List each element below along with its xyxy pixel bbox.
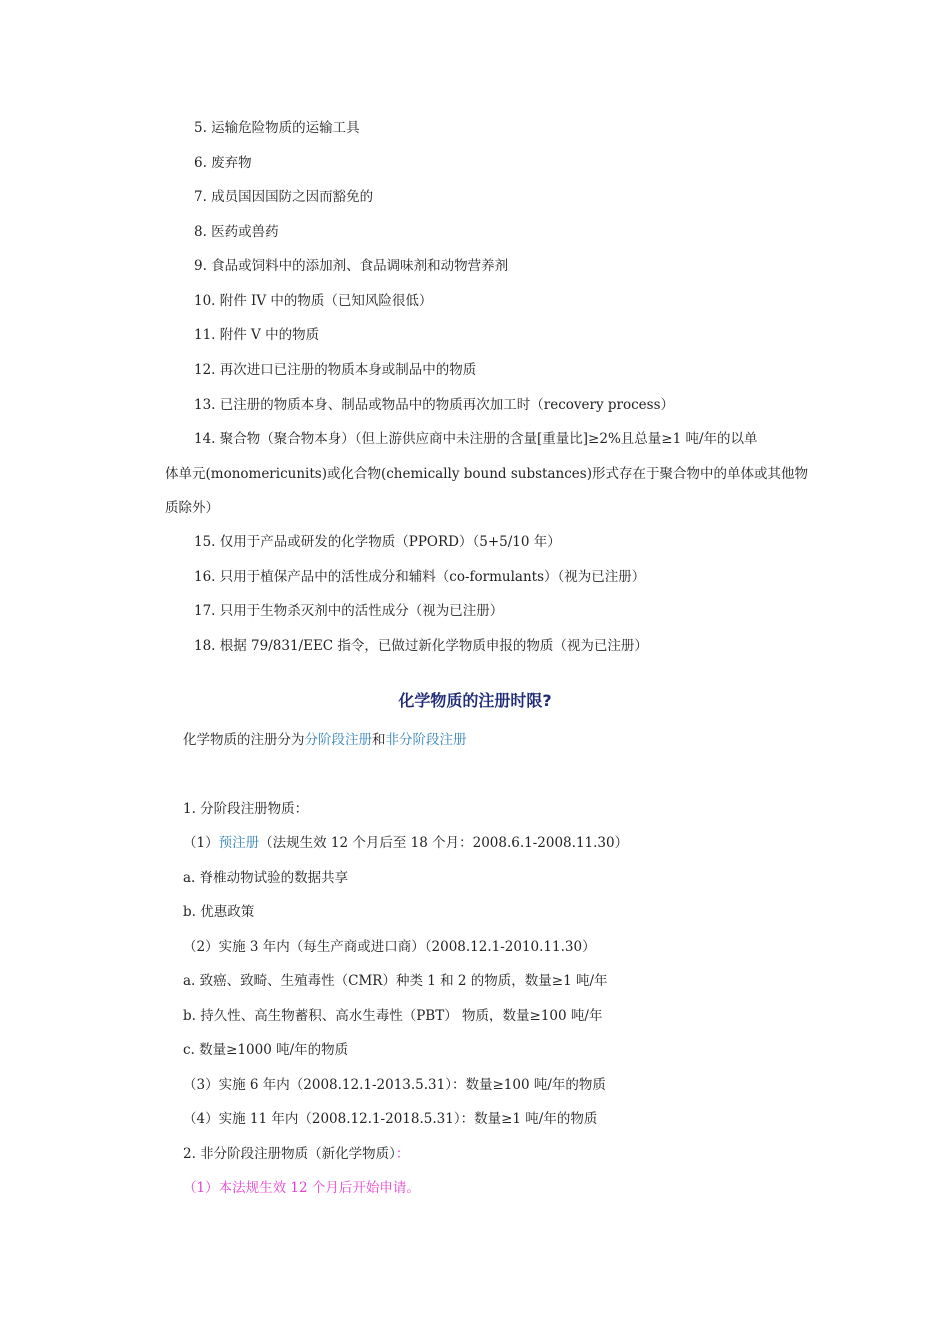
intro-text: 和 — [372, 732, 386, 748]
list-item: 8. 医药或兽药 — [194, 224, 279, 240]
phased-item-2b: b. 持久性、高生物蓄积、高水生毒性（PBT） 物质，数量≥100 吨/年 — [183, 1008, 603, 1024]
list-item-14-line2: 体单元(monomericunits)或化合物(chemically bound substances)形式存在于聚合物中的单体或其他物 — [165, 466, 808, 482]
list-item: 10. 附件 IV 中的物质（已知风险很低） — [194, 293, 433, 309]
phased-item-1b: b. 优惠政策 — [183, 904, 255, 920]
non-phased-title — [183, 1145, 409, 1163]
list-item: 18. 根据 79/831/EEC 指令，已做过新化学物质申报的物质（视为已注册） — [194, 638, 648, 654]
non-phased-title-colon: ： — [395, 1146, 410, 1162]
pre-registration-link[interactable]: 预注册 — [218, 835, 260, 851]
list-item: 7. 成员国因国防之因而豁免的 — [194, 189, 374, 205]
phased-item-2c: c. 数量≥1000 吨/年的物质 — [183, 1042, 349, 1058]
list-item-14-line1: 14. 聚合物（聚合物本身）（但上游供应商中未注册的含量[重量比]≥2%且总量≥1 吨/年的以单 — [194, 431, 758, 447]
phased-item-4: （4）实施 11 年内（2008.12.1-2018.5.31）：数量≥1 吨/年的物质 — [183, 1111, 598, 1127]
section-heading: 化学物质的注册时限? — [398, 691, 552, 710]
phased-item-2: （2）实施 3 年内（每生产商或进口商）（2008.12.1-2010.11.30） — [183, 939, 596, 955]
list-item: 15. 仅用于产品或研发的化学物质（PPORD）（5+5/10 年） — [194, 534, 561, 550]
list-item: 9. 食品或饲料中的添加剂、食品调味剂和动物营养剂 — [194, 258, 509, 274]
phased-item-2a: a. 致癌、致畸、生殖毒性（CMR）种类 1 和 2 的物质，数量≥1 吨/年 — [183, 973, 608, 989]
non-phased-registration-link[interactable]: 非分阶段注册 — [385, 732, 467, 748]
list-item: 16. 只用于植保产品中的活性成分和辅料（co-formulants）（视为已注册） — [194, 569, 646, 585]
list-item: 13. 已注册的物质本身、制品或物品中的物质再次加工时（recovery process） — [194, 397, 675, 413]
phased-item-1 — [183, 834, 628, 852]
intro-text: 化学物质的注册分为 — [183, 732, 305, 748]
phased-item-1a: a. 脊椎动物试验的数据共享 — [183, 870, 349, 886]
item-text: （法规生效 12 个月后至 18 个月：2008.6.1-2008.11.30） — [259, 835, 629, 851]
list-item: 17. 只用于生物杀灭剂中的活性成分（视为已注册） — [194, 603, 504, 619]
list-item: 5. 运输危险物质的运输工具 — [194, 120, 360, 136]
non-phased-item-1: （1）本法规生效 12 个月后开始申请。 — [183, 1180, 420, 1196]
phased-title: 1. 分阶段注册物质： — [183, 801, 309, 817]
list-item: 11. 附件 V 中的物质 — [194, 327, 320, 343]
list-item: 6. 废弃物 — [194, 155, 252, 171]
non-phased-title-text: 2. 非分阶段注册物质（新化学物质） — [183, 1146, 396, 1162]
phased-item-3: （3）实施 6 年内（2008.12.1-2013.5.31）：数量≥100 吨/年的物质 — [183, 1077, 606, 1093]
list-item-14-line3: 质除外） — [165, 500, 219, 516]
phased-registration-link[interactable]: 分阶段注册 — [304, 732, 372, 748]
item-prefix: （1） — [183, 835, 219, 851]
list-item: 12. 再次进口已注册的物质本身或制品中的物质 — [194, 362, 477, 378]
intro-paragraph — [183, 731, 467, 749]
